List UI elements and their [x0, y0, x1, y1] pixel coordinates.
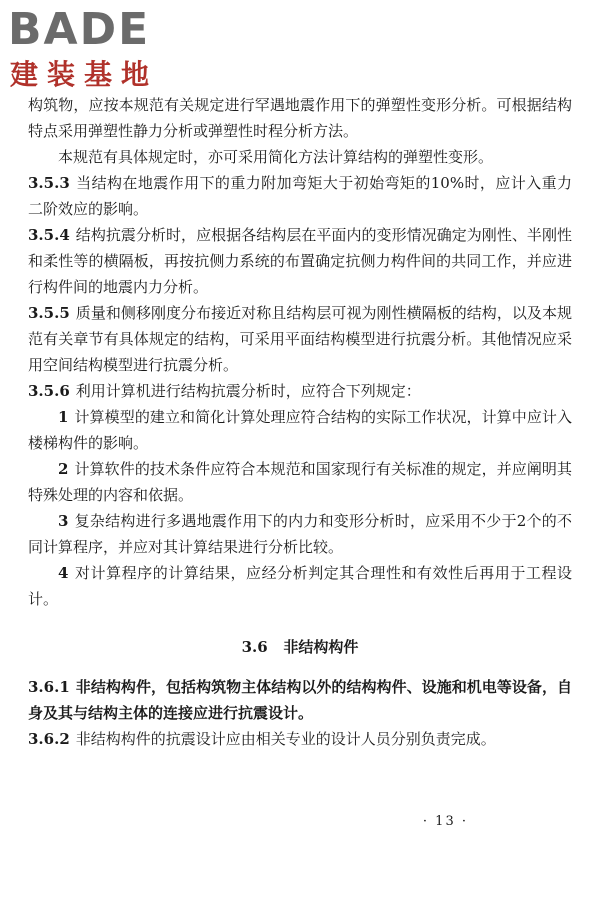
clause-number: 3.6.1 — [28, 678, 70, 696]
paragraph-continued — [28, 92, 572, 144]
clause-3-5-6 — [28, 378, 572, 404]
clause-text: 非结构构件的抗震设计应由相关专业的设计人员分别负责完成。 — [75, 730, 496, 748]
clause-3-5-3 — [28, 170, 572, 222]
item-text: 计算模型的建立和简化计算处理应符合结构的实际工作状况，计算中应计入楼梯构件的影响。 — [28, 408, 572, 452]
list-item — [28, 404, 572, 456]
item-number: 4 — [58, 564, 69, 582]
clause-number: 3.5.3 — [28, 174, 70, 192]
logo-subtitle: 建装基地 — [10, 58, 159, 91]
logo-wordmark: BADE — [8, 4, 151, 55]
bade-logo — [8, 4, 178, 96]
item-number: 3 — [58, 512, 69, 530]
clause-text: 结构抗震分析时，应根据各结构层在平面内的变形情况确定为刚性、半刚性和柔性等的横隔板，再按抗侧力系统的布置确定抗侧力构件间的共同工作，并应进行构件间的地震内力分析。 — [28, 226, 572, 296]
clause-3-5-5 — [28, 300, 572, 378]
clause-number: 3.5.6 — [28, 382, 70, 400]
clause-number: 3.5.4 — [28, 226, 70, 244]
clause-3-5-4 — [28, 222, 572, 300]
document-body — [28, 92, 572, 752]
page-number: · 13 · — [422, 814, 468, 829]
clause-number: 3.6.2 — [28, 730, 70, 748]
paragraph-text: 构筑物，应按本规范有关规定进行罕遇地震作用下的弹塑性变形分析。可根据结构特点采用弹塑性静力分析或弹塑性时程分析方法。 — [28, 96, 572, 140]
item-text: 复杂结构进行多遇地震作用下的内力和变形分析时，应采用不少于2个的不同计算程序，并应对其计算结果进行分析比较。 — [28, 512, 572, 556]
clause-text: 非结构构件，包括构筑物主体结构以外的结构构件、设施和机电等设备，自身及其与结构主体的连接应进行抗震设计。 — [28, 678, 572, 722]
list-item — [28, 508, 572, 560]
clause-number: 3.5.5 — [28, 304, 70, 322]
section-title-text: 非结构构件 — [283, 638, 359, 656]
section-number: 3.6 — [241, 638, 268, 656]
paragraph-text: 本规范有具体规定时，亦可采用简化方法计算结构的弹塑性变形。 — [58, 148, 494, 166]
paragraph — [28, 144, 572, 170]
clause-text: 利用计算机进行结构抗震分析时，应符合下列规定： — [75, 382, 421, 400]
item-number: 2 — [58, 460, 69, 478]
item-text: 计算软件的技术条件应符合本规范和国家现行有关标准的规定，并应阐明其特殊处理的内容和依据。 — [28, 460, 572, 504]
clause-3-6-1 — [28, 674, 572, 726]
section-heading — [28, 634, 572, 660]
clause-text: 质量和侧移刚度分布接近对称且结构层可视为刚性横隔板的结构，以及本规范有关章节有具体规定的结构，可采用平面结构模型进行抗震分析。其他情况应采用空间结构模型进行抗震分析。 — [28, 304, 572, 374]
list-item — [28, 560, 572, 612]
item-text: 对计算程序的计算结果，应经分析判定其合理性和有效性后再用于工程设计。 — [28, 564, 572, 608]
clause-3-6-2 — [28, 726, 572, 752]
list-item — [28, 456, 572, 508]
item-number: 1 — [58, 408, 69, 426]
clause-text: 当结构在地震作用下的重力附加弯矩大于初始弯矩的10%时，应计入重力二阶效应的影响。 — [28, 174, 572, 218]
